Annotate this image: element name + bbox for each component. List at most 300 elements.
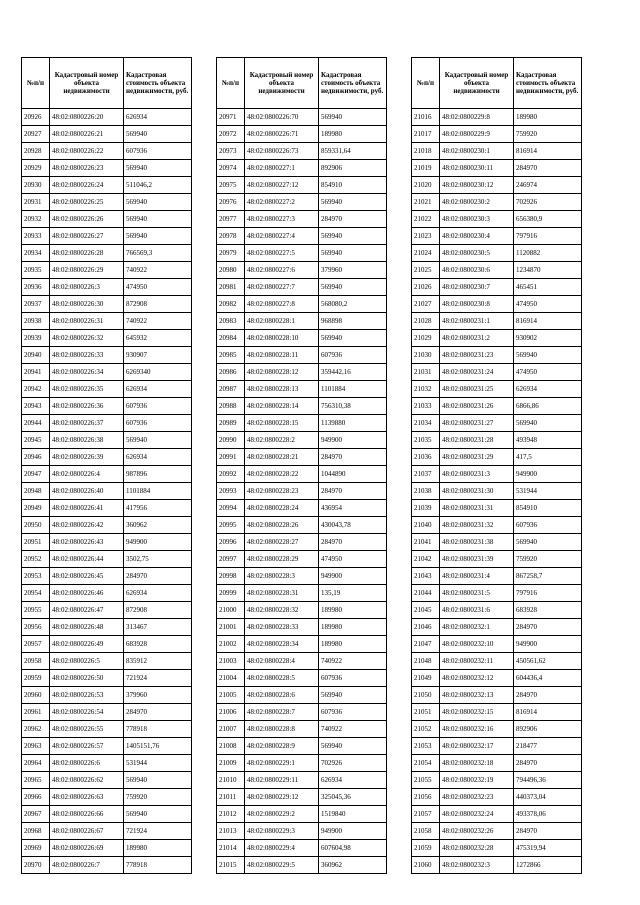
cadastral-number: 48:02:0800226:36 bbox=[50, 398, 124, 415]
row-number: 21040 bbox=[412, 517, 440, 534]
table-row bbox=[412, 194, 582, 211]
cadastral-number: 48:02:0800226:73 bbox=[245, 143, 319, 160]
row-number: 20967 bbox=[22, 806, 50, 823]
cadastral-cost: 284970 bbox=[514, 619, 582, 636]
row-number: 20934 bbox=[22, 245, 50, 262]
row-number: 21048 bbox=[412, 653, 440, 670]
cadastral-number: 48:02:0800226:23 bbox=[50, 160, 124, 177]
cadastral-cost: 626934 bbox=[124, 381, 192, 398]
row-number: 21036 bbox=[412, 449, 440, 466]
row-number: 20949 bbox=[22, 500, 50, 517]
row-number: 20969 bbox=[22, 840, 50, 857]
cadastral-number: 48:02:0800228:31 bbox=[245, 585, 319, 602]
cadastral-cost: 474950 bbox=[124, 279, 192, 296]
row-number: 21053 bbox=[412, 738, 440, 755]
cadastral-cost: 872908 bbox=[124, 296, 192, 313]
cadastral-number: 48:02:0800228:1 bbox=[245, 313, 319, 330]
row-number: 20976 bbox=[217, 194, 245, 211]
cadastral-cost: 189980 bbox=[319, 602, 387, 619]
cadastral-cost: 246974 bbox=[514, 177, 582, 194]
table-row bbox=[412, 840, 582, 857]
table-row bbox=[412, 466, 582, 483]
cadastral-number: 48:02:0800231:2 bbox=[440, 330, 514, 347]
row-number: 20992 bbox=[217, 466, 245, 483]
table-row bbox=[412, 347, 582, 364]
table-row bbox=[22, 857, 192, 874]
table-header-row bbox=[22, 58, 192, 109]
table-row bbox=[22, 330, 192, 347]
row-number: 20981 bbox=[217, 279, 245, 296]
row-number: 20945 bbox=[22, 432, 50, 449]
row-number: 21034 bbox=[412, 415, 440, 432]
cadastral-number: 48:02:0800231:4 bbox=[440, 568, 514, 585]
cadastral-cost: 835912 bbox=[124, 653, 192, 670]
cadastral-cost: 569940 bbox=[124, 432, 192, 449]
table-row bbox=[217, 806, 387, 823]
cadastral-cost: 450561,62 bbox=[514, 653, 582, 670]
table-row bbox=[217, 415, 387, 432]
cadastral-number: 48:02:0800226:71 bbox=[245, 126, 319, 143]
table-row bbox=[22, 398, 192, 415]
cadastral-cost: 568080,2 bbox=[319, 296, 387, 313]
cadastral-cost: 607936 bbox=[319, 347, 387, 364]
cadastral-cost: 440373,04 bbox=[514, 789, 582, 806]
table-row bbox=[217, 296, 387, 313]
table-row bbox=[412, 857, 582, 874]
cadastral-number: 48:02:0800226:48 bbox=[50, 619, 124, 636]
table-row bbox=[22, 500, 192, 517]
row-number: 21029 bbox=[412, 330, 440, 347]
cadastral-number: 48:02:0800228:8 bbox=[245, 721, 319, 738]
table-row bbox=[22, 296, 192, 313]
cadastral-cost: 360962 bbox=[124, 517, 192, 534]
table-row bbox=[22, 517, 192, 534]
cadastral-number: 48:02:0800226:66 bbox=[50, 806, 124, 823]
row-number: 20990 bbox=[217, 432, 245, 449]
table-row bbox=[412, 177, 582, 194]
cadastral-number: 48:02:0800229:8 bbox=[440, 109, 514, 126]
row-number: 21022 bbox=[412, 211, 440, 228]
table-row bbox=[412, 755, 582, 772]
register-table-3 bbox=[411, 57, 582, 874]
row-number: 21005 bbox=[217, 687, 245, 704]
table-row bbox=[217, 670, 387, 687]
table-row bbox=[22, 381, 192, 398]
cadastral-number: 48:02:0800226:29 bbox=[50, 262, 124, 279]
cadastral-number: 48:02:0800227:7 bbox=[245, 279, 319, 296]
row-number: 20963 bbox=[22, 738, 50, 755]
cadastral-cost: 189980 bbox=[319, 619, 387, 636]
row-number: 21008 bbox=[217, 738, 245, 755]
table-row bbox=[412, 636, 582, 653]
table-row bbox=[412, 483, 582, 500]
cadastral-cost: 1120882 bbox=[514, 245, 582, 262]
row-number: 20966 bbox=[22, 789, 50, 806]
cadastral-number: 48:02:0800230:6 bbox=[440, 262, 514, 279]
table-row bbox=[412, 364, 582, 381]
table-row bbox=[22, 772, 192, 789]
row-number: 20947 bbox=[22, 466, 50, 483]
cadastral-number: 48:02:0800228:5 bbox=[245, 670, 319, 687]
cadastral-cost: 417,5 bbox=[514, 449, 582, 466]
header-cadastral-cost: Кадастровая стоимость объекта недвижимости, руб. bbox=[319, 58, 387, 109]
table-row bbox=[22, 738, 192, 755]
table-row bbox=[22, 704, 192, 721]
row-number: 21033 bbox=[412, 398, 440, 415]
cadastral-cost: 436954 bbox=[319, 500, 387, 517]
table-row bbox=[22, 534, 192, 551]
cadastral-number: 48:02:0800227:12 bbox=[245, 177, 319, 194]
cadastral-cost: 949900 bbox=[319, 432, 387, 449]
cadastral-cost: 626934 bbox=[124, 109, 192, 126]
row-number: 21009 bbox=[217, 755, 245, 772]
table-header-row bbox=[412, 58, 582, 109]
cadastral-number: 48:02:0800226:37 bbox=[50, 415, 124, 432]
cadastral-number: 48:02:0800232:17 bbox=[440, 738, 514, 755]
table-row bbox=[412, 670, 582, 687]
row-number: 21037 bbox=[412, 466, 440, 483]
cadastral-number: 48:02:0800226:69 bbox=[50, 840, 124, 857]
table-row bbox=[217, 381, 387, 398]
cadastral-number: 48:02:0800226:34 bbox=[50, 364, 124, 381]
row-number: 20978 bbox=[217, 228, 245, 245]
cadastral-cost: 474950 bbox=[319, 551, 387, 568]
table-row bbox=[217, 840, 387, 857]
cadastral-number: 48:02:0800232:15 bbox=[440, 704, 514, 721]
cadastral-number: 48:02:0800226:53 bbox=[50, 687, 124, 704]
table-row bbox=[22, 585, 192, 602]
cadastral-cost: 569940 bbox=[319, 228, 387, 245]
row-number: 20961 bbox=[22, 704, 50, 721]
row-number: 21044 bbox=[412, 585, 440, 602]
table-row bbox=[217, 126, 387, 143]
cadastral-cost: 430043,78 bbox=[319, 517, 387, 534]
row-number: 20930 bbox=[22, 177, 50, 194]
cadastral-cost: 284970 bbox=[124, 568, 192, 585]
table-row bbox=[217, 517, 387, 534]
table-row bbox=[217, 330, 387, 347]
cadastral-number: 48:02:0800232:24 bbox=[440, 806, 514, 823]
table-row bbox=[412, 398, 582, 415]
table-row bbox=[412, 381, 582, 398]
cadastral-cost: 284970 bbox=[514, 687, 582, 704]
cadastral-cost: 949900 bbox=[319, 568, 387, 585]
cadastral-number: 48:02:0800232:3 bbox=[440, 857, 514, 874]
cadastral-cost: 607936 bbox=[514, 517, 582, 534]
table-row bbox=[412, 534, 582, 551]
table-row bbox=[22, 466, 192, 483]
row-number: 21055 bbox=[412, 772, 440, 789]
row-number: 21020 bbox=[412, 177, 440, 194]
cadastral-cost: 626934 bbox=[514, 381, 582, 398]
cadastral-number: 48:02:0800228:14 bbox=[245, 398, 319, 415]
row-number: 21012 bbox=[217, 806, 245, 823]
table-row bbox=[412, 619, 582, 636]
table-row bbox=[22, 109, 192, 126]
header-cadastral-cost: Кадастровая стоимость объекта недвижимости, руб. bbox=[514, 58, 582, 109]
cadastral-cost: 604436,4 bbox=[514, 670, 582, 687]
cadastral-number: 48:02:0800228:32 bbox=[245, 602, 319, 619]
row-number: 21060 bbox=[412, 857, 440, 874]
cadastral-number: 48:02:0800231:39 bbox=[440, 551, 514, 568]
cadastral-cost: 569940 bbox=[124, 228, 192, 245]
row-number: 21014 bbox=[217, 840, 245, 857]
cadastral-cost: 702926 bbox=[319, 755, 387, 772]
row-number: 20964 bbox=[22, 755, 50, 772]
table-row bbox=[412, 568, 582, 585]
cadastral-cost: 797916 bbox=[514, 585, 582, 602]
table-header-row bbox=[217, 58, 387, 109]
table-row bbox=[412, 789, 582, 806]
table-row bbox=[412, 279, 582, 296]
cadastral-cost: 607936 bbox=[319, 704, 387, 721]
table-row bbox=[412, 687, 582, 704]
row-number: 21042 bbox=[412, 551, 440, 568]
cadastral-cost: 6866,86 bbox=[514, 398, 582, 415]
cadastral-number: 48:02:0800229:3 bbox=[245, 823, 319, 840]
row-number: 20952 bbox=[22, 551, 50, 568]
cadastral-cost: 930907 bbox=[124, 347, 192, 364]
cadastral-cost: 475319,94 bbox=[514, 840, 582, 857]
table-row bbox=[22, 347, 192, 364]
row-number: 20988 bbox=[217, 398, 245, 415]
cadastral-cost: 859331,64 bbox=[319, 143, 387, 160]
cadastral-cost: 474950 bbox=[514, 364, 582, 381]
row-number: 21024 bbox=[412, 245, 440, 262]
cadastral-number: 48:02:0800231:31 bbox=[440, 500, 514, 517]
cadastral-cost: 683928 bbox=[124, 636, 192, 653]
cadastral-number: 48:02:0800231:28 bbox=[440, 432, 514, 449]
cadastral-cost: 626934 bbox=[319, 772, 387, 789]
cadastral-cost: 189980 bbox=[319, 636, 387, 653]
cadastral-number: 48:02:0800231:5 bbox=[440, 585, 514, 602]
cadastral-number: 48:02:0800232:16 bbox=[440, 721, 514, 738]
cadastral-cost: 569940 bbox=[124, 194, 192, 211]
cadastral-cost: 645932 bbox=[124, 330, 192, 347]
cadastral-cost: 284970 bbox=[319, 483, 387, 500]
cadastral-number: 48:02:0800232:10 bbox=[440, 636, 514, 653]
cadastral-number: 48:02:0800229:9 bbox=[440, 126, 514, 143]
row-number: 21001 bbox=[217, 619, 245, 636]
cadastral-cost: 854910 bbox=[319, 177, 387, 194]
cadastral-cost: 1101884 bbox=[319, 381, 387, 398]
cadastral-cost: 892906 bbox=[319, 160, 387, 177]
table-row bbox=[217, 449, 387, 466]
row-number: 21031 bbox=[412, 364, 440, 381]
row-number: 21023 bbox=[412, 228, 440, 245]
cadastral-cost: 284970 bbox=[514, 823, 582, 840]
table-row bbox=[412, 245, 582, 262]
table-row bbox=[22, 177, 192, 194]
cadastral-cost: 569940 bbox=[319, 687, 387, 704]
cadastral-number: 48:02:0800230:8 bbox=[440, 296, 514, 313]
table-row bbox=[217, 211, 387, 228]
cadastral-cost: 968898 bbox=[319, 313, 387, 330]
cadastral-number: 48:02:0800226:57 bbox=[50, 738, 124, 755]
cadastral-cost: 607936 bbox=[124, 398, 192, 415]
table-row bbox=[217, 347, 387, 364]
table-row bbox=[22, 262, 192, 279]
cadastral-cost: 493378,06 bbox=[514, 806, 582, 823]
cadastral-number: 48:02:0800227:6 bbox=[245, 262, 319, 279]
table-row bbox=[22, 653, 192, 670]
cadastral-number: 48:02:0800226:4 bbox=[50, 466, 124, 483]
table-row bbox=[217, 636, 387, 653]
table-row bbox=[412, 721, 582, 738]
row-number: 21058 bbox=[412, 823, 440, 840]
row-number: 20983 bbox=[217, 313, 245, 330]
cadastral-cost: 189980 bbox=[514, 109, 582, 126]
cadastral-cost: 740922 bbox=[124, 313, 192, 330]
cadastral-number: 48:02:0800232:18 bbox=[440, 755, 514, 772]
cadastral-number: 48:02:0800226:5 bbox=[50, 653, 124, 670]
table-row bbox=[217, 789, 387, 806]
row-number: 20965 bbox=[22, 772, 50, 789]
cadastral-number: 48:02:0800226:21 bbox=[50, 126, 124, 143]
table-row bbox=[22, 279, 192, 296]
table-row bbox=[217, 262, 387, 279]
cadastral-number: 48:02:0800230:2 bbox=[440, 194, 514, 211]
cadastral-cost: 325045,36 bbox=[319, 789, 387, 806]
cadastral-number: 48:02:0800226:42 bbox=[50, 517, 124, 534]
register-table-2 bbox=[216, 57, 387, 874]
table-row bbox=[217, 483, 387, 500]
table-row bbox=[217, 772, 387, 789]
row-number: 20982 bbox=[217, 296, 245, 313]
header-cadastral-number: Кадастровый номер объекта недвижимости bbox=[245, 58, 319, 109]
table-row bbox=[412, 160, 582, 177]
table-row bbox=[412, 296, 582, 313]
table-row bbox=[22, 126, 192, 143]
cadastral-number: 48:02:0800228:34 bbox=[245, 636, 319, 653]
row-number: 21041 bbox=[412, 534, 440, 551]
cadastral-cost: 569940 bbox=[514, 347, 582, 364]
cadastral-cost: 531944 bbox=[124, 755, 192, 772]
cadastral-cost: 569940 bbox=[124, 211, 192, 228]
table-row bbox=[217, 245, 387, 262]
cadastral-number: 48:02:0800229:11 bbox=[245, 772, 319, 789]
table-row bbox=[22, 806, 192, 823]
cadastral-cost: 569940 bbox=[319, 330, 387, 347]
table-row bbox=[22, 568, 192, 585]
cadastral-number: 48:02:0800226:31 bbox=[50, 313, 124, 330]
register-table-1 bbox=[21, 57, 192, 874]
row-number: 21043 bbox=[412, 568, 440, 585]
row-number: 20997 bbox=[217, 551, 245, 568]
cadastral-cost: 794496,36 bbox=[514, 772, 582, 789]
row-number: 21004 bbox=[217, 670, 245, 687]
table-row bbox=[22, 687, 192, 704]
cadastral-number: 48:02:0800226:28 bbox=[50, 245, 124, 262]
row-number: 21050 bbox=[412, 687, 440, 704]
cadastral-number: 48:02:0800230:1 bbox=[440, 143, 514, 160]
cadastral-cost: 1101884 bbox=[124, 483, 192, 500]
row-number: 21021 bbox=[412, 194, 440, 211]
row-number: 21011 bbox=[217, 789, 245, 806]
cadastral-cost: 569940 bbox=[319, 245, 387, 262]
table-row bbox=[412, 126, 582, 143]
table-row bbox=[22, 211, 192, 228]
cadastral-number: 48:02:0800226:25 bbox=[50, 194, 124, 211]
cadastral-number: 48:02:0800232:13 bbox=[440, 687, 514, 704]
row-number: 20950 bbox=[22, 517, 50, 534]
row-number: 21017 bbox=[412, 126, 440, 143]
row-number: 21056 bbox=[412, 789, 440, 806]
cadastral-cost: 284970 bbox=[514, 755, 582, 772]
cadastral-number: 48:02:0800231:24 bbox=[440, 364, 514, 381]
row-number: 20932 bbox=[22, 211, 50, 228]
cadastral-number: 48:02:0800226:3 bbox=[50, 279, 124, 296]
cadastral-number: 48:02:0800226:40 bbox=[50, 483, 124, 500]
cadastral-number: 48:02:0800228:23 bbox=[245, 483, 319, 500]
cadastral-number: 48:02:0800228:29 bbox=[245, 551, 319, 568]
row-number: 21019 bbox=[412, 160, 440, 177]
cadastral-number: 48:02:0800226:24 bbox=[50, 177, 124, 194]
table-row bbox=[412, 262, 582, 279]
cadastral-number: 48:02:0800231:26 bbox=[440, 398, 514, 415]
row-number: 20962 bbox=[22, 721, 50, 738]
cadastral-number: 48:02:0800231:27 bbox=[440, 415, 514, 432]
row-number: 20956 bbox=[22, 619, 50, 636]
cadastral-cost: 284970 bbox=[319, 211, 387, 228]
table-row bbox=[217, 109, 387, 126]
row-number: 20996 bbox=[217, 534, 245, 551]
row-number: 21025 bbox=[412, 262, 440, 279]
row-number: 20968 bbox=[22, 823, 50, 840]
cadastral-number: 48:02:0800229:2 bbox=[245, 806, 319, 823]
cadastral-cost: 360962 bbox=[319, 857, 387, 874]
table-row bbox=[412, 517, 582, 534]
table-row bbox=[412, 143, 582, 160]
cadastral-number: 48:02:0800226:67 bbox=[50, 823, 124, 840]
cadastral-cost: 379960 bbox=[319, 262, 387, 279]
row-number: 20974 bbox=[217, 160, 245, 177]
table-row bbox=[217, 551, 387, 568]
table-row bbox=[22, 245, 192, 262]
cadastral-number: 48:02:0800227:5 bbox=[245, 245, 319, 262]
table-row bbox=[217, 568, 387, 585]
cadastral-number: 48:02:0800232:12 bbox=[440, 670, 514, 687]
cadastral-number: 48:02:0800226:43 bbox=[50, 534, 124, 551]
cadastral-cost: 721924 bbox=[124, 823, 192, 840]
cadastral-number: 48:02:0800230:11 bbox=[440, 160, 514, 177]
cadastral-number: 48:02:0800226:22 bbox=[50, 143, 124, 160]
cadastral-number: 48:02:0800226:44 bbox=[50, 551, 124, 568]
cadastral-number: 48:02:0800228:27 bbox=[245, 534, 319, 551]
table-row bbox=[217, 143, 387, 160]
row-number: 20986 bbox=[217, 364, 245, 381]
cadastral-number: 48:02:0800226:30 bbox=[50, 296, 124, 313]
row-number: 20973 bbox=[217, 143, 245, 160]
cadastral-number: 48:02:0800226:46 bbox=[50, 585, 124, 602]
cadastral-cost: 872908 bbox=[124, 602, 192, 619]
header-cadastral-number: Кадастровый номер объекта недвижимости bbox=[440, 58, 514, 109]
table-row bbox=[217, 687, 387, 704]
row-number: 20938 bbox=[22, 313, 50, 330]
table-row bbox=[217, 398, 387, 415]
row-number: 21003 bbox=[217, 653, 245, 670]
cadastral-number: 48:02:0800228:4 bbox=[245, 653, 319, 670]
cadastral-number: 48:02:0800226:50 bbox=[50, 670, 124, 687]
table-row bbox=[217, 704, 387, 721]
table-row bbox=[217, 653, 387, 670]
table-row bbox=[412, 211, 582, 228]
row-number: 20959 bbox=[22, 670, 50, 687]
table-row bbox=[217, 857, 387, 874]
cadastral-number: 48:02:0800226:26 bbox=[50, 211, 124, 228]
cadastral-cost: 1272866 bbox=[514, 857, 582, 874]
cadastral-number: 48:02:0800228:21 bbox=[245, 449, 319, 466]
